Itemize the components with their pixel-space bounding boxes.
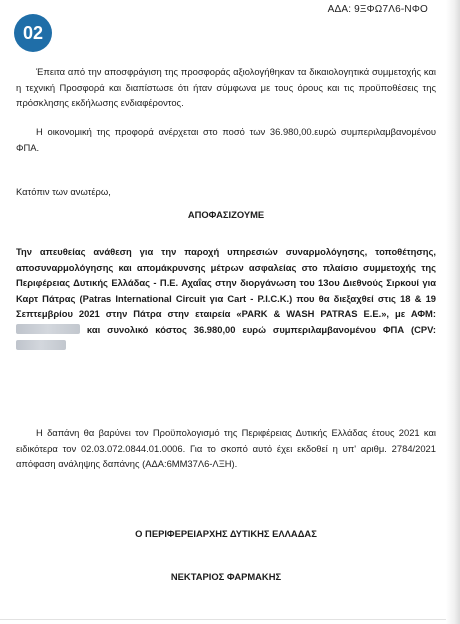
- paragraph-decision: [16, 244, 436, 353]
- redacted-cpv-code: [16, 340, 66, 350]
- ada-reference: ΑΔΑ: 9ΞΦΩ7Λ6-ΝΦΟ: [327, 4, 428, 15]
- decision-text-a: Την απευθείας ανάθεση για την παροχή υπηρεσιών συναρμολόγησης, τοποθέτησης, αποσυναρμολόγησης και απομάκρυνσης μέτρων ασφαλείας στο πλαίσιο συμμετοχής της Περιφέρειας Δυτικής Ελλάδας - Π.Ε. Αχαΐας στην διοργάνωση του 13ου Διεθνούς Σιρκουί για Καρτ Πάτρας (Patras International Circuit για Cart - P.I.C.K.) που θα διεξαχθεί στις 18 & 19 Σεπτεμβρίου 2021 στην Πάτρα στην εταιρεία «PARK & WASH PATRAS E.E.», με ΑΦΜ:: [16, 246, 436, 320]
- paragraph-expenditure: Η δαπάνη θα βαρύνει τον Προϋπολογισμό της Περιφέρειας Δυτικής Ελλάδας έτους 2021 και ειδικότερα τον 02.03.072.0844.01.0006. Για το σκοπό αυτό έχει εκδοθεί η υπ' αριθμ. 2784/2021 απόφαση ανάληψης δαπάνης (ΑΔΑ:6ΜΜ37Λ6-ΛΞΗ).: [16, 427, 436, 470]
- page-edge-shadow: [446, 0, 460, 624]
- redacted-vat-number: [16, 324, 80, 334]
- signer-name: ΝΕΚΤΑΡΙΟΣ ΦΑΡΜΑΚΗΣ: [170, 571, 282, 582]
- paragraph-financial-offer: Η οικονομική της προφορά ανέρχεται στο ποσό των 36.980,00.ευρώ συμπεριλαμβανομένου ΦΠΑ.: [16, 126, 436, 153]
- page-number-badge: 02: [14, 14, 52, 52]
- decision-text-b: και συνολικό κόστος 36.980,00 ευρώ συμπεριλαμβανομένου ΦΠΑ (CPV:: [86, 323, 437, 335]
- paragraph-evaluation: Έπειτα από την αποσφράγιση της προσφοράς αξιολογήθηκαν τα δικαιολογητικά συμμετοχής και η τεχνική Προσφορά και διαπίστωσε ότι ήταν σύμφωνα με τους όρους και τις προϋποθέσεις της πρόσκλησης εκδήλωσης ενδιαφέροντος.: [16, 66, 436, 109]
- decision-heading: ΑΠΟΦΑΣΙΖΟΥΜΕ: [187, 209, 265, 220]
- paragraph-therefore: Κατόπιν των ανωτέρω,: [16, 186, 111, 197]
- signer-title: Ο ΠΕΡΙΦΕΡΕΙΑΡΧΗΣ ΔΥΤΙΚΗΣ ΕΛΛΑΔΑΣ: [135, 528, 317, 539]
- page-bottom-divider: [0, 619, 446, 620]
